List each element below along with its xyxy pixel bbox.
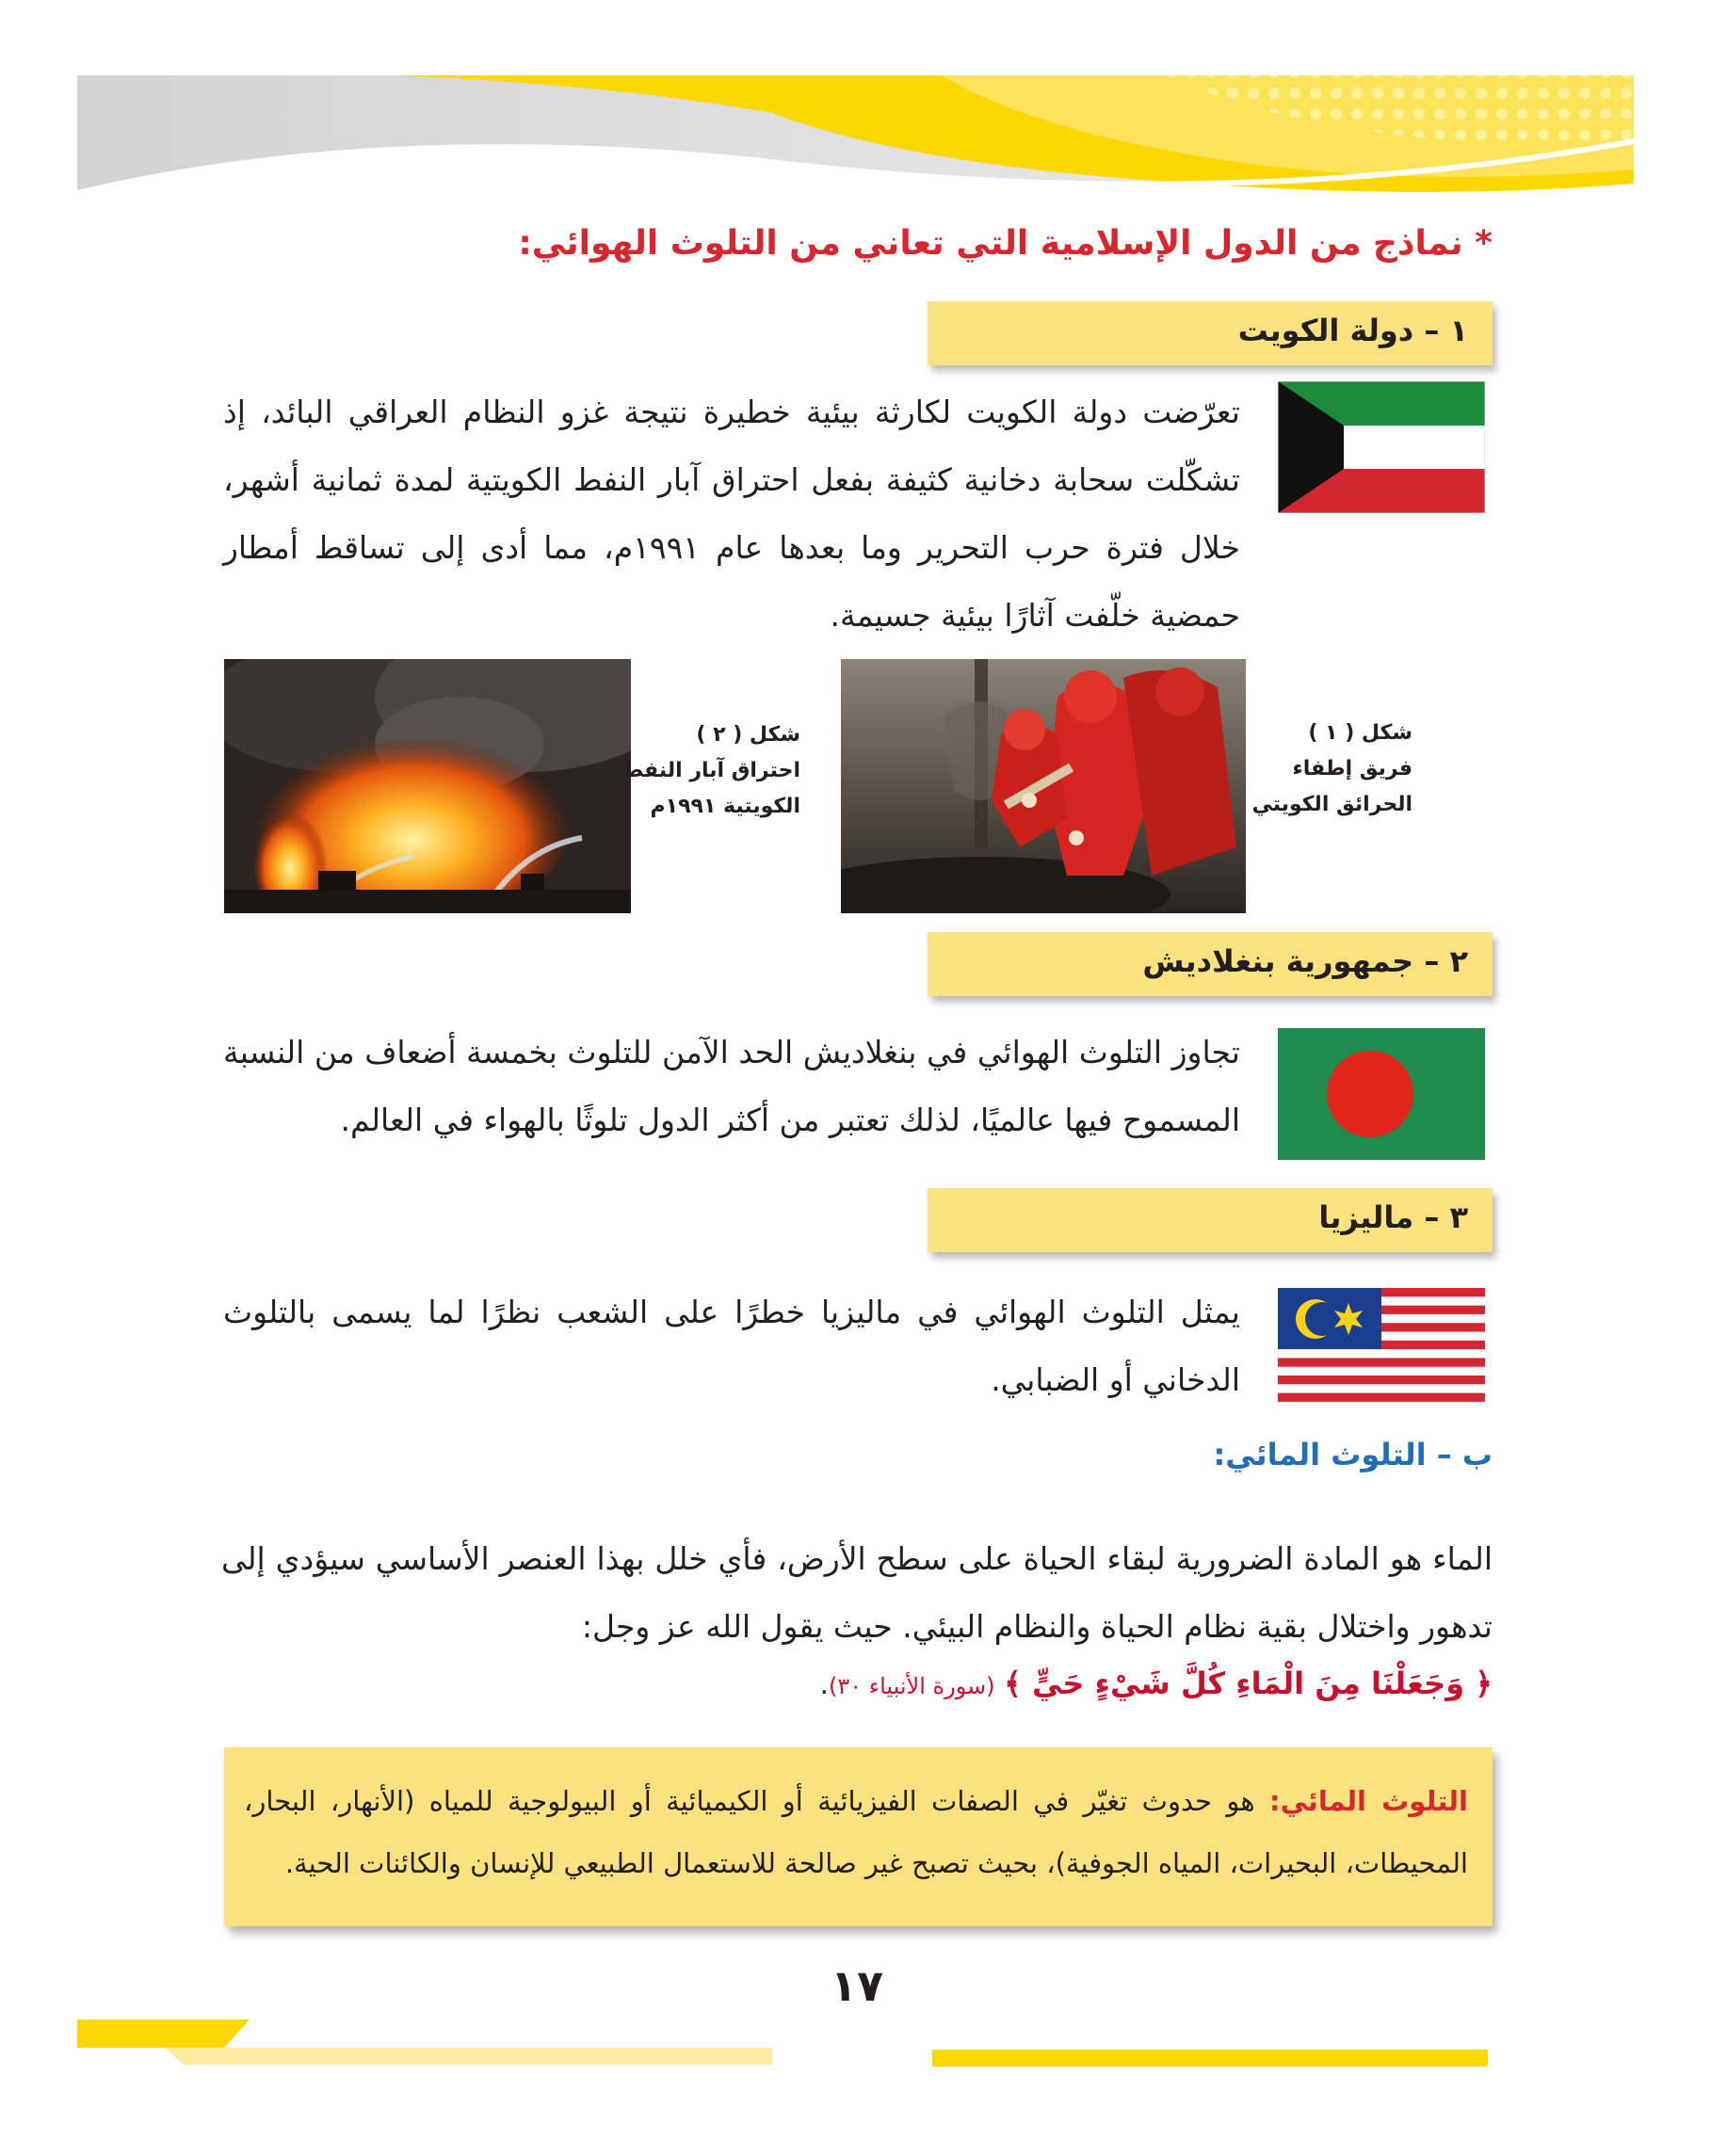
water-pollution-paragraph: الماء هو المادة الضرورية لبقاء الحياة على سطح الأرض، فأي خلل بهذا العنصر الأساسي سيؤدي إلى تدهور واختلال بقية نظام الحياة والنظام البيئي. حيث يقول الله عز وجل:	[221, 1540, 1493, 1645]
figure2-label: شكل ( ٢ )	[696, 723, 800, 747]
malaysia-flag-image	[1278, 1288, 1485, 1410]
kuwait-firefighters-photo	[841, 659, 1246, 913]
figure1-caption-line2: الحرائق الكويتي	[1251, 793, 1412, 816]
water-pollution-heading: ب – التلوث المائي:	[1213, 1437, 1493, 1472]
top-decorative-banner	[0, 0, 1711, 217]
kuwait-title: ١ – دولة الكويت	[1237, 313, 1468, 348]
kuwait-paragraph: تعرّضت دولة الكويت لكارثة بيئية خطيرة نتيجة غزو النظام العراقي البائد، إذ تشكّلت سحابة دخانية كثيفة بفعل احتراق آبار النفط الكويتية لمدة ثمانية أشهر، خلال فترة حرب التحرير وما بعدها عام ١٩٩١م، مما أدى إلى تساقط أمطار حمضية خلّفت آثارًا بيئية جسيمة.	[223, 394, 1240, 634]
definition-term: التلوث المائي:	[1269, 1785, 1468, 1817]
kuwait-flag-image	[1278, 381, 1485, 513]
malaysia-title: ٣ – ماليزيا	[1318, 1199, 1468, 1235]
figure1-label: شكل ( ١ )	[1308, 721, 1412, 745]
bangladesh-title: ٢ – جمهورية بنغلاديش	[1142, 943, 1468, 979]
definition-body: هو حدوث تغيّر في الصفات الفيزيائية أو الكيميائية أو البيولوجية للمياه (الأنهار، البحار، المحيطات، البحيرات، المياه الجوفية)، بحيث تصبح غير صالحة للاستعمال الطبيعي للإنسان والكائنات الحية.	[244, 1785, 1468, 1879]
malaysia-title-bar	[928, 1188, 1493, 1252]
water-pollution-definition-box	[224, 1747, 1493, 1926]
kuwait-title-bar	[928, 301, 1493, 365]
page-number: ١٧	[830, 1960, 884, 2011]
section-intro-heading: * نماذج من الدول الإسلامية التي تعاني من التلوث الهوائي:	[518, 224, 1493, 263]
kuwait-oil-fire-photo	[224, 659, 631, 913]
figure2-caption	[621, 717, 800, 825]
figure2-caption-line2: الكويتية ١٩٩١م	[650, 795, 800, 818]
figure1-caption-line1: فريق إطفاء	[1292, 757, 1412, 780]
bangladesh-title-bar	[928, 932, 1493, 996]
figure1-caption	[1234, 716, 1412, 823]
quran-verse: ﴿ وَجَعَلْنَا مِنَ الْمَاءِ كُلَّ شَيْءٍ حَيٍّ ﴾	[1004, 1665, 1493, 1701]
quran-end-mark: .	[819, 1668, 829, 1701]
definition-text	[244, 1770, 1468, 1894]
malaysia-paragraph: يمثل التلوث الهوائي في ماليزيا خطرًا على الشعب نظرًا لما يسمى بالتلوث الدخاني أو الضبابي.	[223, 1294, 1240, 1398]
quran-verse-line	[221, 1660, 1493, 1710]
bangladesh-paragraph: تجاوز التلوث الهوائي في بنغلاديش الحد الآمن للتلوث بخمسة أضعاف من النسبة المسموح فيها عالميًا، لذلك تعتبر من أكثر الدول تلوثًا بالهواء في العالم.	[223, 1034, 1240, 1138]
bangladesh-flag-image	[1278, 1028, 1485, 1160]
quran-reference: (سورة الأنبياء ٣٠)	[829, 1673, 995, 1699]
figure2-caption-line1: احتراق آبار النفط	[621, 759, 800, 782]
